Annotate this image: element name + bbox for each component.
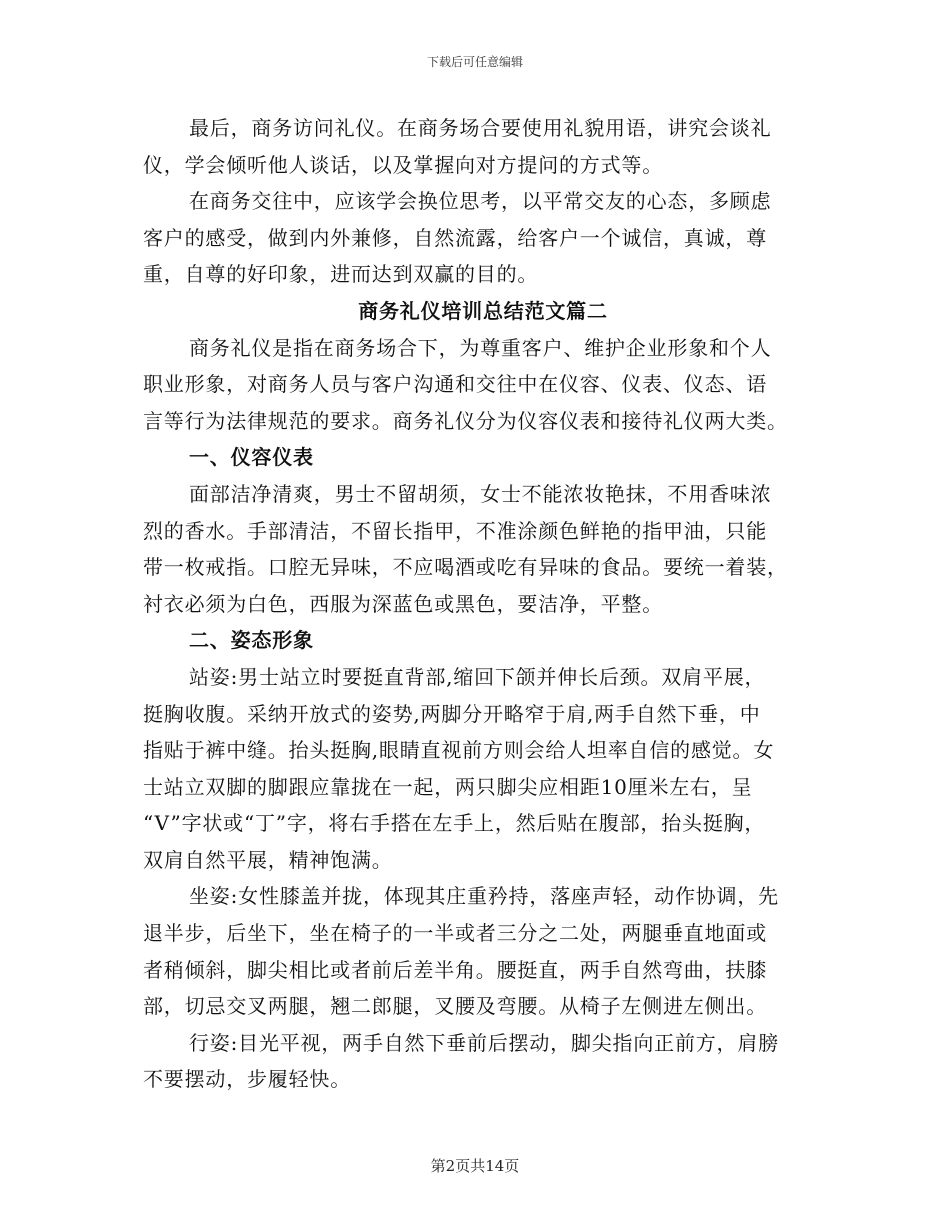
paragraph-first-line: 行姿:目光平视，两手自然下垂前后摆动，脚尖指向正前方，肩膀 (189, 1030, 779, 1055)
text-line: 不要摆动，步履轻快。 (143, 1067, 351, 1092)
document-body (143, 110, 823, 1098)
text-line: 职业形象，对商务人员与客户沟通和交往中在仪容、仪表、仪态、语 (143, 372, 767, 397)
text-line: 指贴于裤中缝。抬头挺胸,眼睛直视前方则会给人坦率自信的感觉。女 (143, 738, 775, 763)
text-line: 仪，学会倾听他人谈话，以及掌握向对方提问的方式等。 (143, 152, 663, 177)
text-line: 士站立双脚的脚跟应靠拢在一起，两只脚尖应相距10厘米左右，呈 (143, 774, 753, 799)
text-line: 双肩自然平展，精神饱满。 (143, 847, 393, 872)
paragraph-first-line: 面部洁净清爽，男士不留胡须，女士不能浓妆艳抹，不用香味浓 (189, 481, 772, 506)
text-line: “V”字状或“丁”字，将右手搭在左手上，然后贴在腹部，抬头挺胸， (143, 811, 766, 836)
text-line: 者稍倾斜，脚尖相比或者前后差半角。腰挺直，两手自然弯曲，扶膝 (143, 957, 767, 982)
text-line: 退半步，后坐下，坐在椅子的一半或者三分之二处，两腿垂直地面或 (143, 921, 767, 946)
paragraph-first-line: 最后，商务访问礼仪。在商务场合要使用礼貌用语，讲究会谈礼 (189, 116, 772, 140)
paragraph-first-line: 站姿:男士站立时要挺直背部,缩回下颌并伸长后颈。双肩平展， (189, 664, 766, 689)
paragraph-first-line: 商务礼仪是指在商务场合下，为尊重客户、维护企业形象和个人 (189, 335, 772, 360)
subsection-heading: 二、姿态形象 (189, 628, 314, 653)
subsection-heading: 一、仪容仪表 (189, 445, 314, 470)
text-line: 挺胸收腹。采纳开放式的姿势,两脚分开略窄于肩,两手自然下垂，中 (143, 701, 761, 726)
text-line: 客户的感受，做到内外兼修，自然流露，给客户一个诚信，真诚，尊 (143, 225, 767, 250)
text-line: 衬衣必须为白色，西服为深蓝色或黑色，要洁净，平整。 (143, 591, 663, 616)
text-line: 重，自尊的好印象，进而达到双赢的目的。 (143, 262, 539, 287)
paragraph-first-line: 在商务交往中，应该学会换位思考，以平常交友的心态，多顾虑 (189, 189, 772, 214)
page-number: 第2页共14页 (430, 1157, 520, 1175)
section-title: 商务礼仪培训总结范文篇二 (358, 298, 608, 323)
text-line: 部，切忌交叉两腿，翘二郎腿，叉腰及弯腰。从椅子左侧进左侧出。 (143, 994, 767, 1019)
text-line: 带一枚戒指。口腔无异味，不应喝酒或吃有异味的食品。要统一着装， (143, 555, 788, 580)
text-line: 言等行为法律规范的要求。商务礼仪分为仪容仪表和接待礼仪两大类。 (143, 408, 788, 433)
text-line: 烈的香水。手部清洁，不留长指甲，不准涂颜色鲜艳的指甲油，只能 (143, 518, 767, 543)
page-header-note: 下载后可任意编辑 (426, 55, 523, 69)
paragraph-first-line: 坐姿:女性膝盖并拢，体现其庄重矜持，落座声轻，动作协调，先 (189, 884, 779, 909)
